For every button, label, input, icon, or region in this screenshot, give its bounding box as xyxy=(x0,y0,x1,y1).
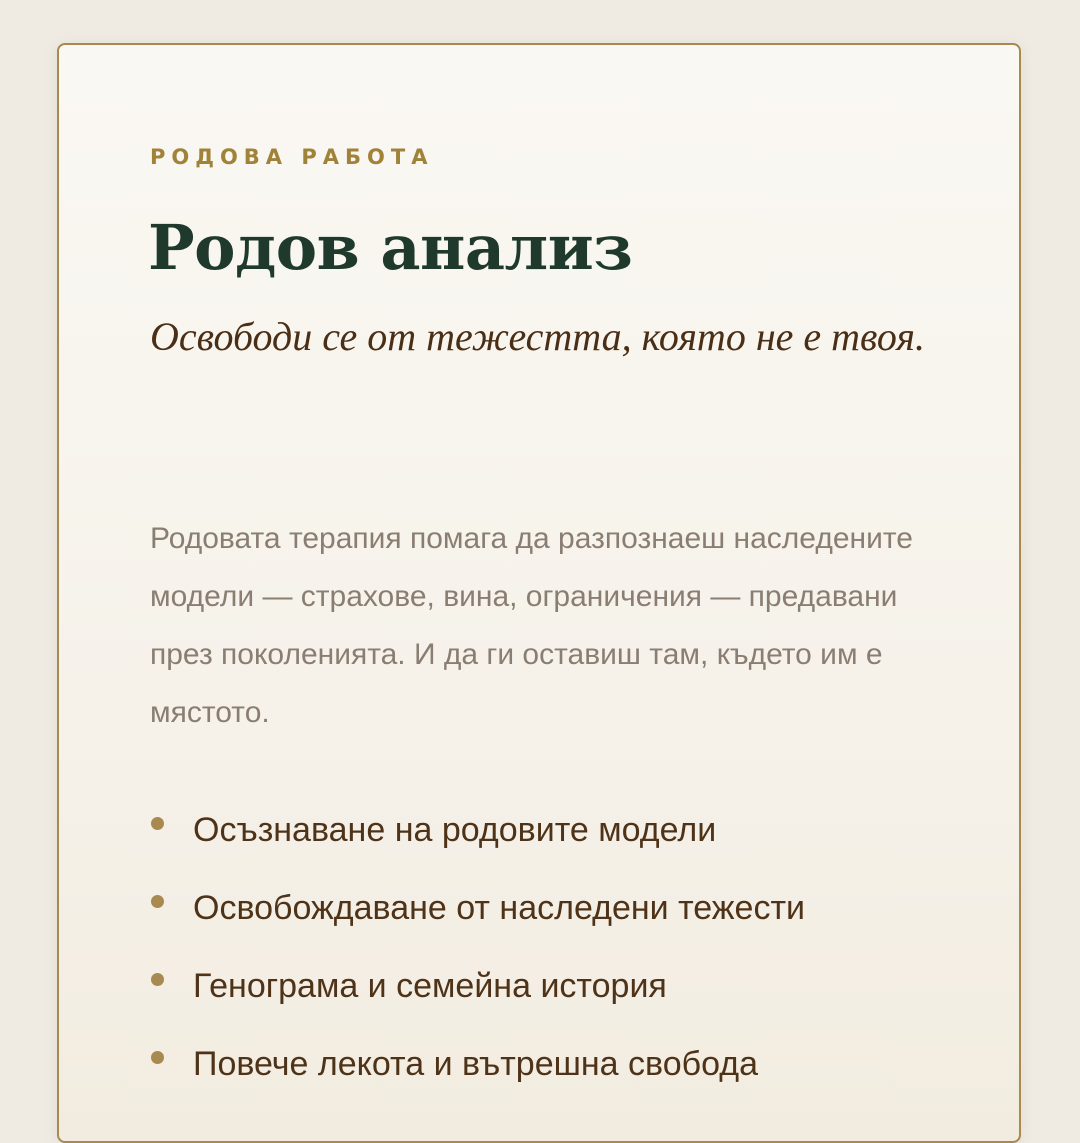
card-description: Родовата терапия помага да разпознаеш наследените модели — страхове, вина, ограничения — предавани през поколенията. И да ги оставиш там, където им е мястото. xyxy=(150,522,913,729)
feature-label: Повече лекота и вътрешна свобода xyxy=(193,1045,758,1083)
feature-label: Осъзнаване на родовите модели xyxy=(193,811,717,849)
card-title: Родов анализ xyxy=(148,211,633,284)
service-card xyxy=(57,43,1021,1143)
feature-item xyxy=(150,947,805,1025)
feature-label: Генограма и семейна история xyxy=(193,967,667,1005)
bullet-dot-icon xyxy=(151,895,164,908)
feature-item xyxy=(150,791,805,869)
card-tagline: Освободи се от тежестта, която не е твоя. xyxy=(150,314,925,359)
bullet-dot-icon xyxy=(151,817,164,830)
bullet-dot-icon xyxy=(151,1051,164,1064)
feature-item xyxy=(150,1025,805,1103)
bullet-dot-icon xyxy=(151,973,164,986)
feature-item xyxy=(150,869,805,947)
feature-label: Освобождаване от наследени тежести xyxy=(193,889,806,927)
card-eyebrow: РОДОВА РАБОТА xyxy=(150,145,434,169)
feature-list xyxy=(150,791,805,1103)
